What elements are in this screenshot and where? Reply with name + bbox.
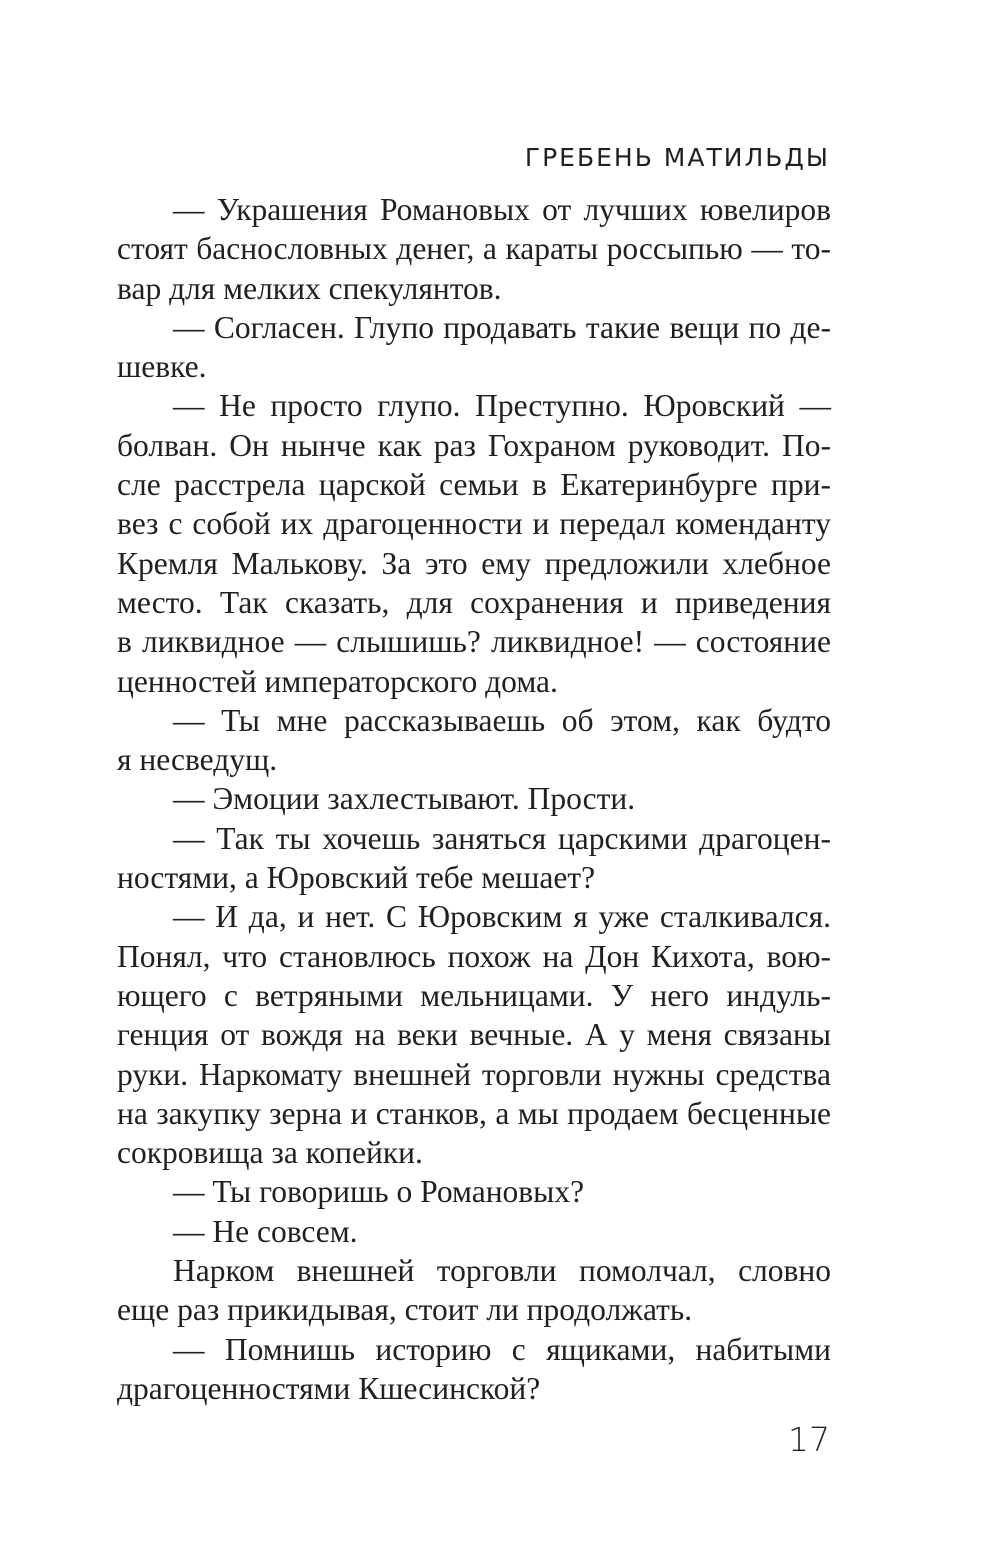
page-number: 17 <box>788 1420 830 1459</box>
text-line: сокровища за копейки. <box>117 1135 423 1171</box>
text-line: генция от вождя на веки вечные. А у меня связаны <box>117 1017 831 1053</box>
running-header: ГРЕБЕНЬ МАТИЛЬДЫ <box>524 143 830 172</box>
text-line: ностями, а Юровский тебе мешает? <box>117 860 596 896</box>
text-line: сле расстрела царской семьи в Екатеринбурге при- <box>117 467 831 503</box>
text-line: Кремля Малькову. За это ему предложили хлебное <box>117 545 831 581</box>
text-line: еще раз прикидывая, стоит ли продолжать. <box>117 1292 693 1328</box>
body-text <box>117 190 831 1408</box>
text-line: ценностей императорского дома. <box>117 663 558 699</box>
text-line: я несведущ. <box>117 742 278 778</box>
text-line: — Помнишь историю с ящиками, набитыми <box>173 1331 831 1367</box>
text-line: — Так ты хочешь заняться царскими драгоцен- <box>173 820 831 856</box>
text-line: — Ты говоришь о Романовых? <box>173 1174 585 1210</box>
text-line: шевке. <box>117 349 207 385</box>
text-line: вар для мелких спекулянтов. <box>117 270 502 306</box>
text-line: Нарком внешней торговли помолчал, словно <box>173 1253 831 1289</box>
text-line: в ликвидное — слышишь? ликвидное! — состояние <box>117 624 831 660</box>
text-line: место. Так сказать, для сохранения и приведения <box>117 584 831 620</box>
text-line: болван. Он нынче как раз Гохраном руководит. По- <box>117 427 831 463</box>
text-line: стоят баснословных денег, а караты россыпью — то- <box>117 231 831 267</box>
text-line: — И да, и нет. С Юровским я уже сталкивался. <box>173 899 831 935</box>
text-line: вез с собой их драгоценности и передал коменданту <box>117 506 831 542</box>
text-line: — Согласен. Глупо продавать такие вещи по де- <box>173 309 831 345</box>
text-line: драгоценностями Кшесинской? <box>117 1370 541 1406</box>
text-line: на закупку зерна и станков, а мы продаем бесценные <box>117 1095 831 1131</box>
text-line: — Ты мне рассказываешь об этом, как будто <box>173 702 831 738</box>
text-line: — Эмоции захлестывают. Прости. <box>173 781 636 817</box>
text-line: — Не просто глупо. Преступно. Юровский — <box>173 388 831 424</box>
text-line: руки. Наркомату внешней торговли нужны средства <box>117 1056 831 1092</box>
text-line: — Украшения Романовых от лучших ювелиров <box>173 192 831 227</box>
text-line: ющего с ветряными мельницами. У него индуль- <box>117 977 831 1013</box>
text-line: Понял, что становлюсь похож на Дон Кихота, вою- <box>117 938 831 974</box>
text-line: — Не совсем. <box>173 1213 358 1249</box>
